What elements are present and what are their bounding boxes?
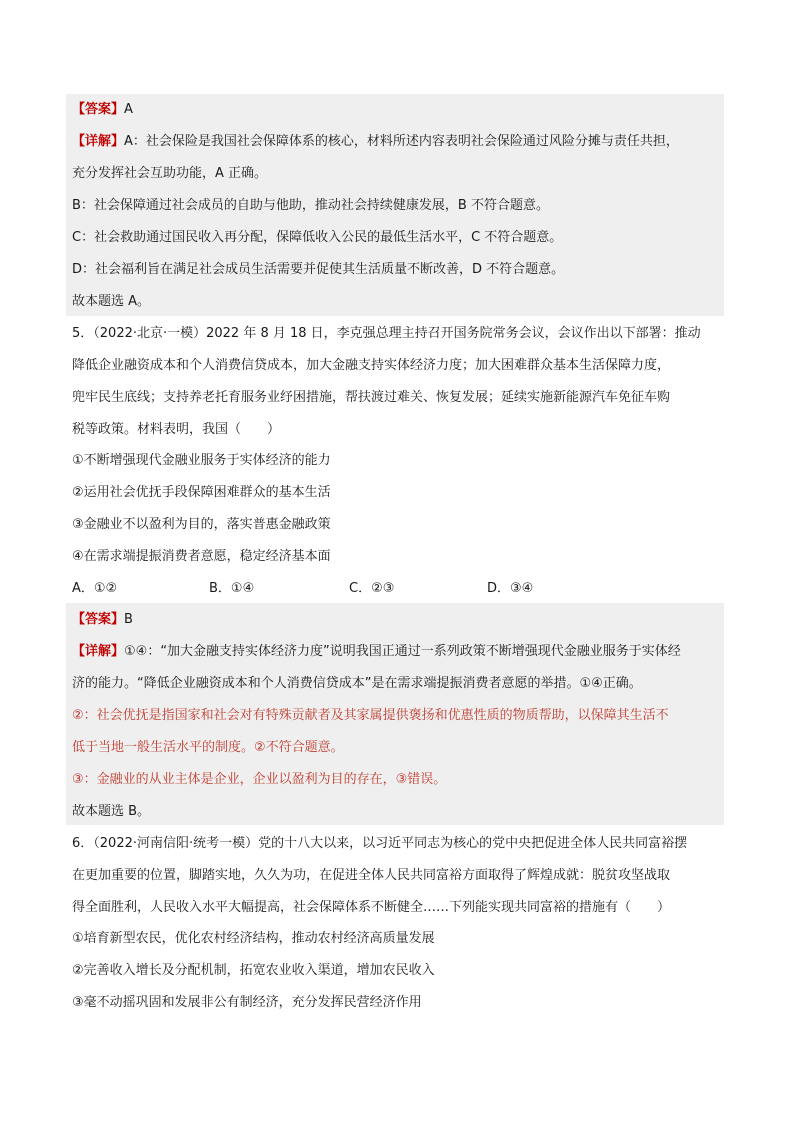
answer-line-q4 [72, 100, 724, 120]
conclusion-q5: 故本题选 B。 [72, 804, 151, 819]
detail-line-q5-1 [72, 642, 724, 662]
detail-line-q4-1 [72, 132, 724, 152]
detail-line-q4-4: C：社会救助通过国民收入再分配，保障低收入公民的最低生活水平，C 不符合题意。 [72, 230, 563, 245]
answer-tag: 【答案】 [72, 102, 125, 117]
q6-statement-2: ②完善收入增长及分配机制，拓宽农业收入渠道，增加农民收入 [72, 963, 435, 978]
detail-text: ①④：“加大金融支持实体经济力度”说明我国正通过一系列政策不断增强现代金融业服务于实体经 [124, 644, 681, 659]
answer-value: A [124, 102, 133, 117]
detail-line-q4-2: 充分发挥社会互助功能，A 正确。 [72, 166, 268, 181]
detail-line-q4-3: B：社会保障通过社会成员的自助与他助，推动社会持续健康发展，B 不符合题意。 [72, 198, 549, 213]
detail-line-q5-5: ③：金融业的从业主体是企业，企业以盈利为目的存在，③错误。 [72, 772, 447, 787]
question-5-stem-3: 兜牢民生底线；支持养老托育服务业纾困措施，帮扶渡过难关、恢复发展；延续实施新能源汽车免征车购 [72, 390, 671, 405]
statement-2: ②运用社会优抚手段保障困难群众的基本生活 [72, 485, 331, 500]
detail-tag: 【详解】 [72, 644, 125, 659]
answer-value: B [124, 612, 133, 627]
statement-3: ③金融业不以盈利为目的，落实普惠金融政策 [72, 517, 331, 532]
question-6-stem-1: 6．（2022·河南信阳·统考一模）党的十八大以来，以习近平同志为核心的党中央把促进全体人民共同富裕摆 [72, 836, 688, 851]
statement-4: ④在需求端提振消费者意愿，稳定经济基本面 [72, 549, 331, 564]
detail-text: A：社会保险是我国社会保障体系的核心，材料所述内容表明社会保险通过风险分摊与责任共担， [124, 134, 679, 149]
answer-line-q5 [72, 610, 724, 630]
q6-statement-1: ①培育新型农民，优化农村经济结构，推动农村经济高质量发展 [72, 931, 435, 946]
detail-line-q5-2: 济的能力。“降低企业融资成本和个人消费信贷成本”是在需求端提振消费者意愿的举措。①④正确。 [72, 676, 642, 691]
detail-line-q5-4: 低于当地一般生活水平的制度。②不符合题意。 [72, 740, 344, 755]
question-6-stem-3: 得全面胜利，人民收入水平大幅提高，社会保障体系不断健全……下列能实现共同富裕的措施有（ ） [72, 900, 671, 915]
question-5-stem-1: 5．（2022·北京·一模）2022 年 8 月 18 日，李克强总理主持召开国务院常务会议，会议作出以下部署：推动 [72, 326, 701, 341]
conclusion-q4: 故本题选 A。 [72, 294, 151, 309]
answer-options [72, 579, 724, 599]
option-d: D．③④ [487, 581, 534, 596]
answer-tag: 【答案】 [72, 612, 125, 627]
q6-statement-3: ③毫不动摇巩固和发展非公有制经济，充分发挥民营经济作用 [72, 995, 422, 1010]
question-5-stem-4: 税等政策。材料表明，我国（ ） [72, 422, 281, 437]
question-6-stem-2: 在更加重要的位置，脚踏实地，久久为功，在促进全体人民共同富裕方面取得了辉煌成就：脱贫攻坚战取 [72, 868, 671, 883]
detail-line-q5-3: ②：社会优抚是指国家和社会对有特殊贡献者及其家属提供褒扬和优惠性质的物质帮助，以保障其生活不 [72, 708, 669, 723]
statement-1: ①不断增强现代金融业服务于实体经济的能力 [72, 453, 331, 468]
option-c: C．②③ [349, 581, 395, 596]
option-b: B．①④ [209, 581, 255, 596]
option-a: A．①② [72, 581, 118, 596]
question-5-stem-2: 降低企业融资成本和个人消费信贷成本，加大金融支持实体经济力度；加大困难群众基本生活保障力度， [72, 358, 671, 373]
detail-line-q4-5: D：社会福利旨在满足社会成员生活需要并促使其生活质量不断改善，D 不符合题意。 [72, 262, 565, 277]
detail-tag: 【详解】 [72, 134, 125, 149]
